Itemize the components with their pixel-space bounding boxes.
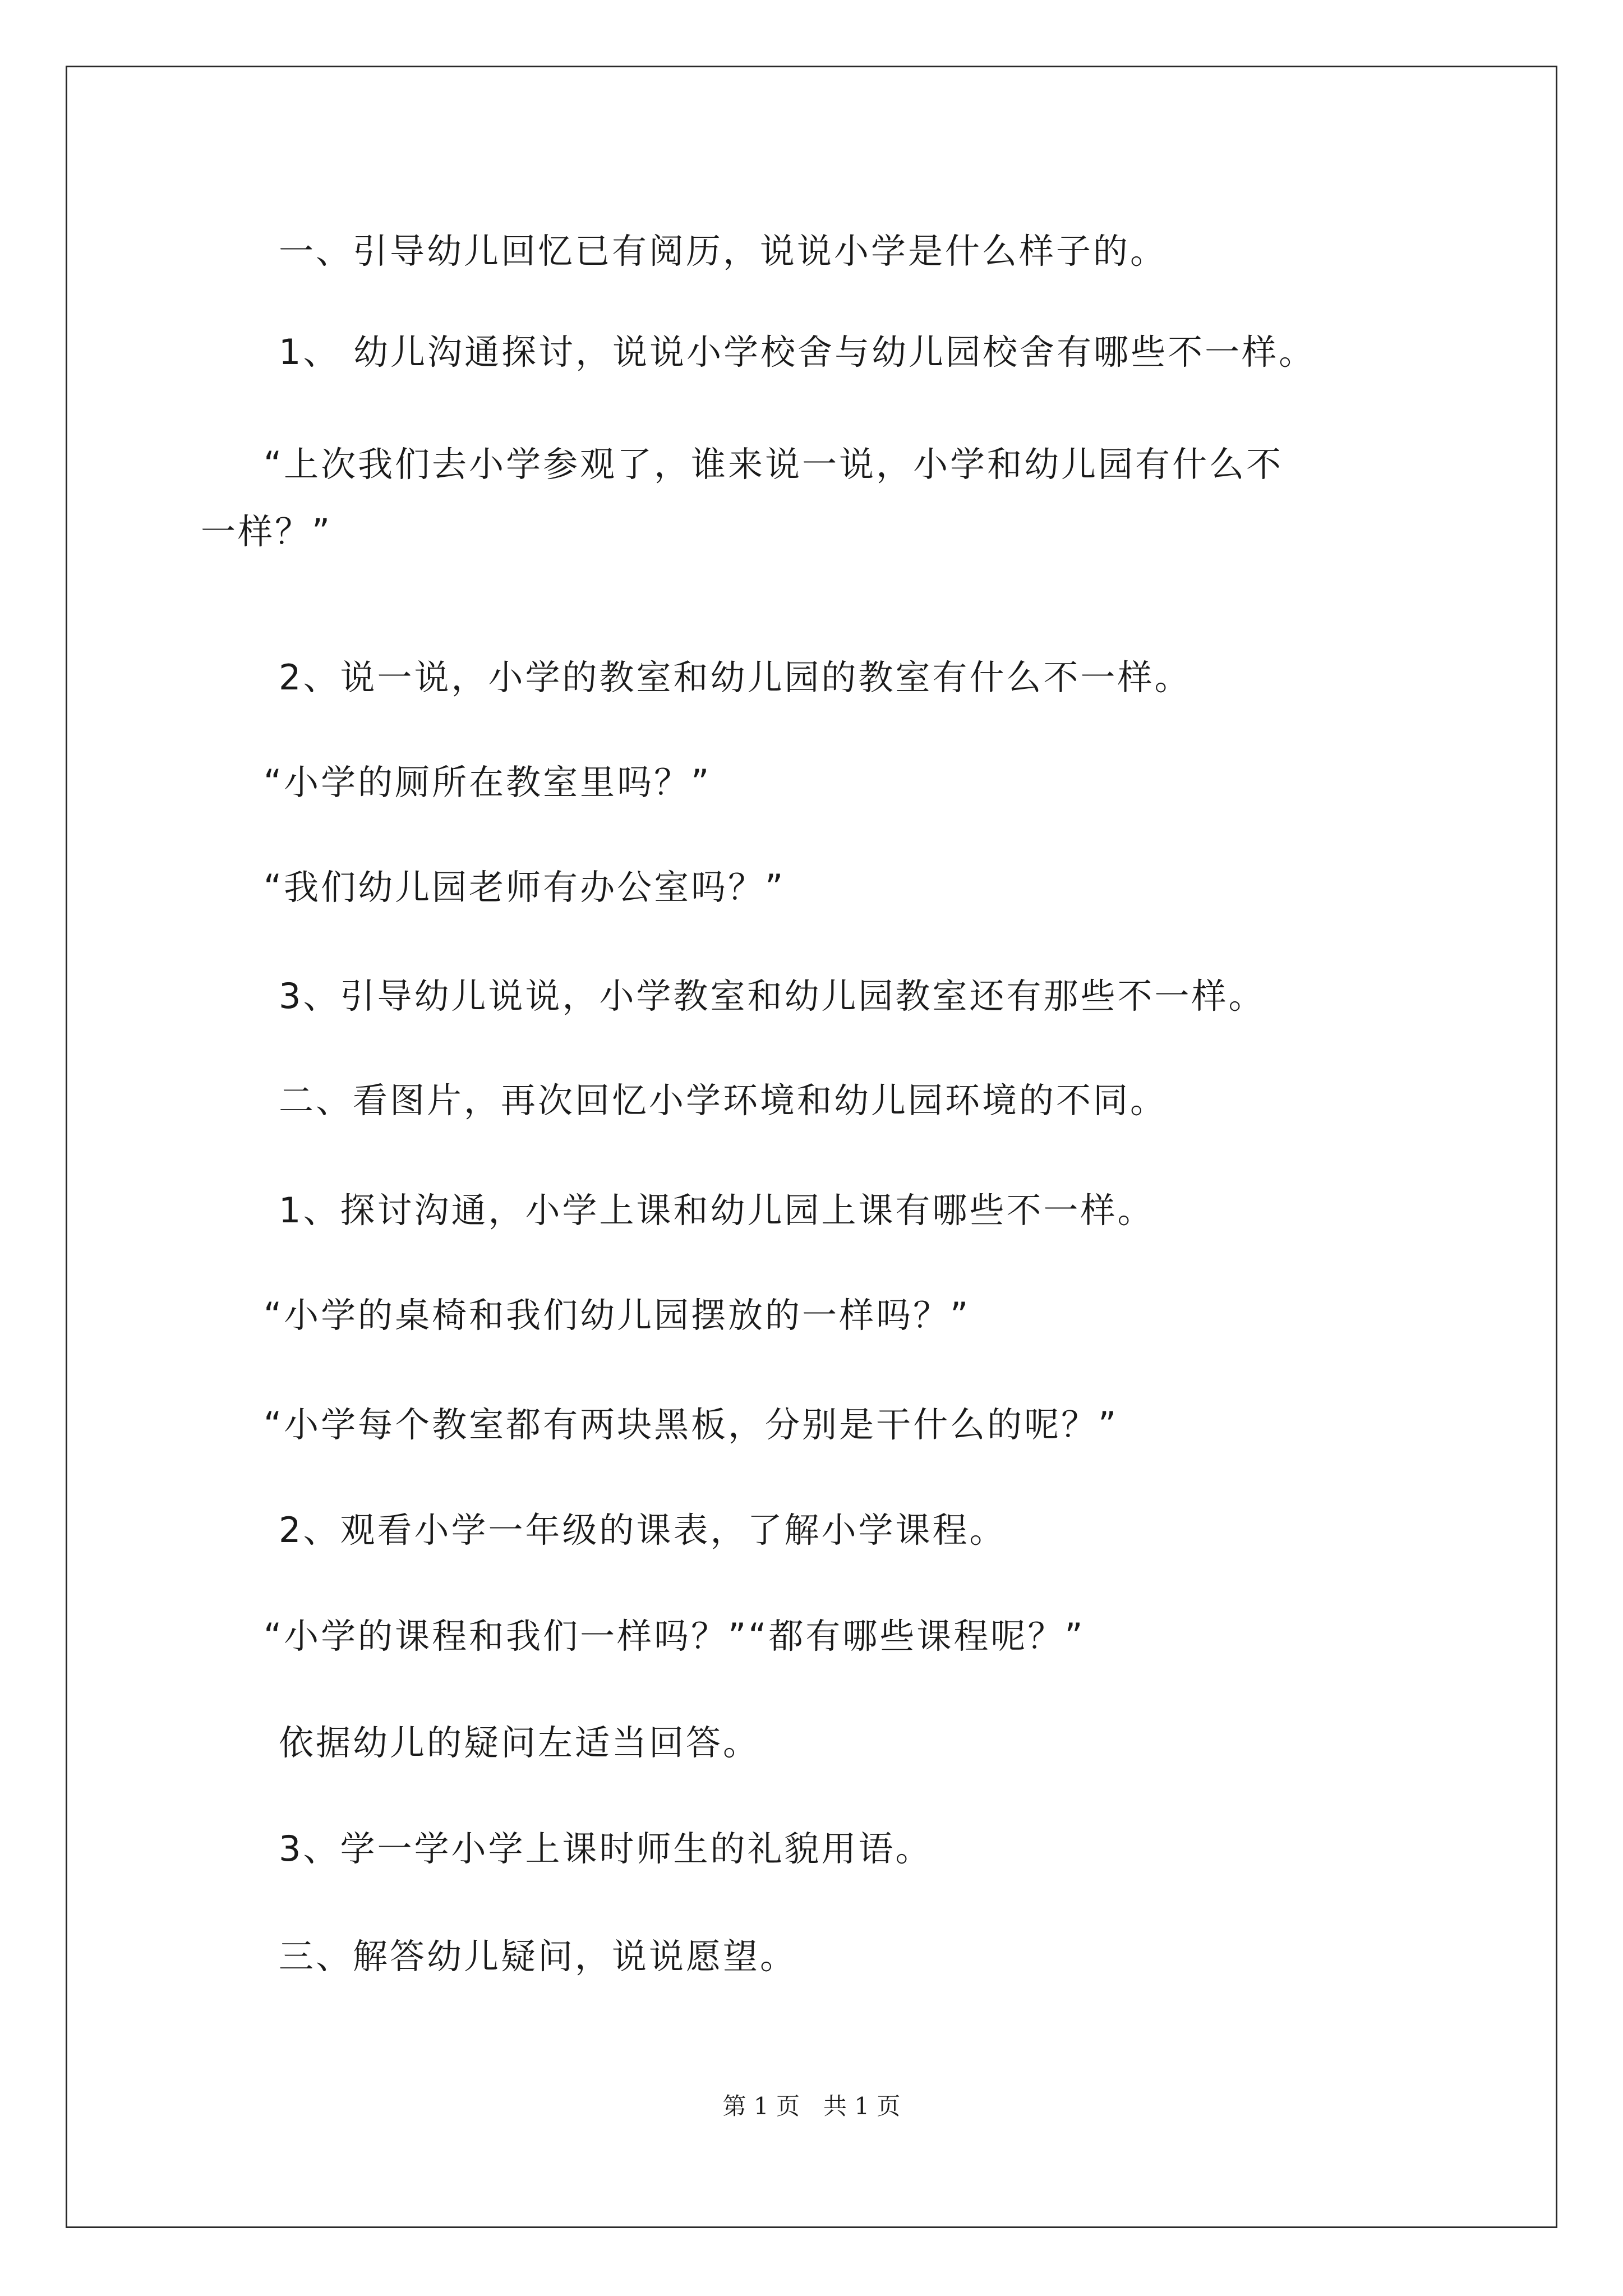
paragraph-line: 一样？”	[201, 511, 333, 552]
paragraph-line: “上次我们去小学参观了，谁来说一说，小学和幼儿园有什么不	[264, 444, 1284, 485]
paragraph-line: 依据幼儿的疑问左适当回答。	[279, 1722, 760, 1763]
page-border	[66, 66, 1557, 2228]
paragraph-line: “小学每个教室都有两块黑板，分别是干什么的呢？”	[264, 1404, 1119, 1445]
paragraph-line: “小学的厕所在教室里吗？”	[264, 762, 712, 803]
page-footer: 第 1 页 共 1 页	[722, 2092, 901, 2120]
paragraph-line: 2、说一说，小学的教室和幼儿园的教室有什么不一样。	[279, 657, 1192, 698]
paragraph-line: “我们幼儿园老师有办公室吗？”	[264, 867, 786, 908]
paragraph-line: 1、 幼儿沟通探讨，说说小学校舍与幼儿园校舍有哪些不一样。	[279, 332, 1316, 372]
paragraph-line: 2、观看小学一年级的课表，了解小学课程。	[279, 1510, 1007, 1550]
section-heading-3: 三、解答幼儿疑问，说说愿望。	[279, 1936, 797, 1977]
paragraph-line: 3、学一学小学上课时师生的礼貌用语。	[279, 1828, 933, 1869]
paragraph-line: “小学的课程和我们一样吗？”“都有哪些课程呢？”	[264, 1616, 1085, 1657]
paragraph-line: 1、探讨沟通，小学上课和幼儿园上课有哪些不一样。	[279, 1190, 1155, 1231]
paragraph-line: 3、引导幼儿说说，小学教室和幼儿园教室还有那些不一样。	[279, 976, 1266, 1016]
paragraph-line: “小学的桌椅和我们幼儿园摆放的一样吗？”	[264, 1295, 971, 1336]
section-heading-2: 二、看图片，再次回忆小学环境和幼儿园环境的不同。	[279, 1080, 1168, 1121]
section-heading-1: 一、引导幼儿回忆已有阅历，说说小学是什么样子的。	[279, 231, 1168, 272]
